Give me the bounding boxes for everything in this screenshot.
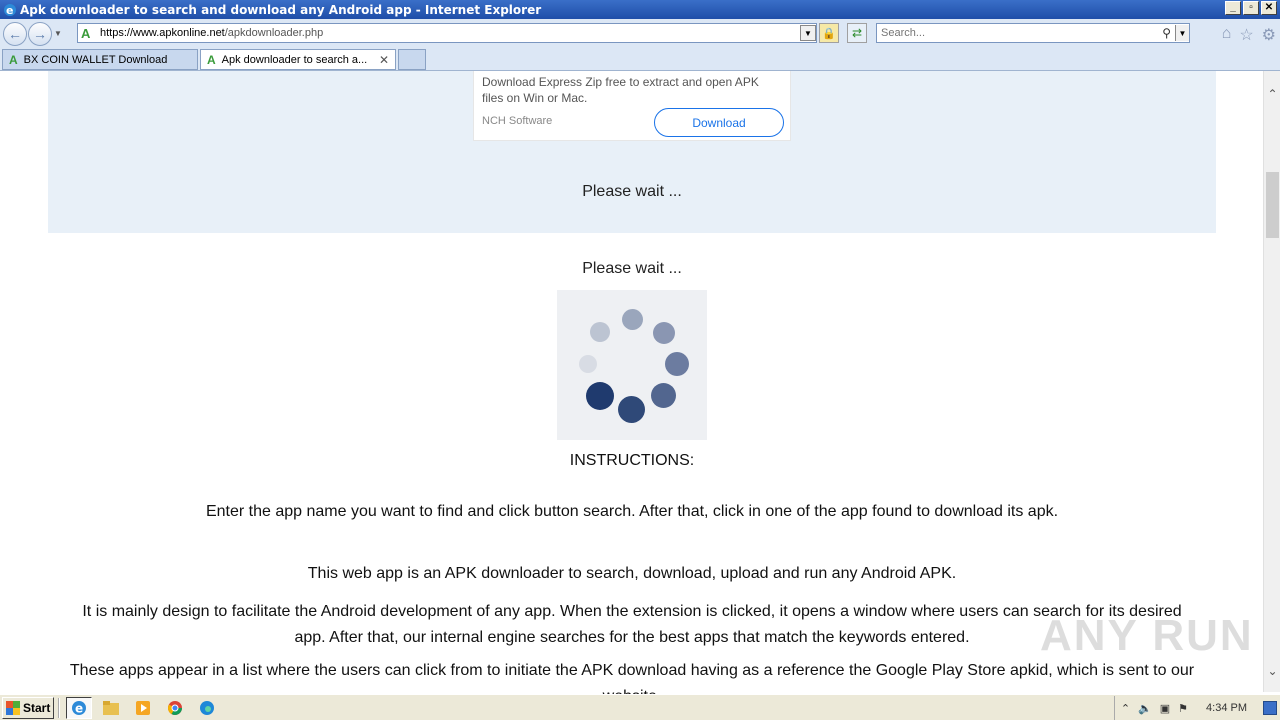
ad-brand[interactable]: NCH Software <box>482 115 553 127</box>
tab-bx-coin-wallet[interactable] <box>2 49 198 70</box>
ad-text: Download Express Zip free to extract and open APK files on Win or Mac. <box>482 75 759 105</box>
tab-apk-downloader[interactable] <box>200 49 396 70</box>
forward-button[interactable] <box>28 22 52 46</box>
tab-favicon-icon: A <box>207 52 216 67</box>
ad-download-button[interactable]: Download <box>654 108 784 137</box>
search-dropdown-icon[interactable]: ▼ <box>1175 25 1189 41</box>
window-controls <box>1225 1 1277 15</box>
address-bar[interactable] <box>77 23 817 43</box>
home-icon[interactable]: ⌂ <box>1221 25 1232 42</box>
url-host: https://www.apkonline.net <box>100 27 225 39</box>
taskbar-separator <box>58 698 60 718</box>
loading-spinner <box>557 290 707 440</box>
address-dropdown-icon[interactable]: ▼ <box>800 25 816 41</box>
back-arrow-icon: ← <box>8 25 22 42</box>
taskbar-clock[interactable]: 4:34 PM <box>1206 702 1247 714</box>
close-button[interactable]: ✕ <box>1261 1 1277 15</box>
page-viewport <box>0 71 1263 692</box>
show-desktop-icon[interactable] <box>1263 701 1277 715</box>
site-favicon-icon: A <box>81 25 91 41</box>
taskbar-edge-icon[interactable] <box>194 697 220 719</box>
new-tab-button[interactable] <box>398 49 426 70</box>
svg-text:e: e <box>75 701 84 715</box>
minimize-button[interactable]: _ <box>1225 1 1241 15</box>
window-title: Apk downloader to search and download any Android app - Internet Explorer <box>20 2 542 17</box>
scroll-down-icon[interactable]: ⌄ <box>1267 663 1278 678</box>
spinner-dot <box>653 322 675 344</box>
spinner-dot <box>618 396 645 423</box>
network-icon[interactable]: ▣ <box>1159 702 1171 715</box>
please-wait-main: Please wait ... <box>582 260 682 277</box>
spinner-dot <box>651 383 676 408</box>
taskbar-explorer-folder-icon[interactable] <box>98 697 124 719</box>
ad-box[interactable] <box>473 71 791 141</box>
url-path: /apkdownloader.php <box>224 27 324 39</box>
search-icon[interactable]: ⚲ <box>1162 26 1171 40</box>
scroll-up-icon[interactable]: ⌃ <box>1267 86 1278 101</box>
tab-favicon-icon: A <box>9 52 18 67</box>
vertical-scrollbar[interactable] <box>1263 71 1280 692</box>
toolbar-icons <box>1222 25 1276 45</box>
description-paragraph: These apps appear in a list where the users can click from to initiate the APK download having as a reference the Google Play Store apkid, which is sent to our <box>69 662 1195 679</box>
tab-close-icon[interactable]: ✕ <box>378 52 389 67</box>
taskbar-chrome-icon[interactable] <box>162 697 188 719</box>
scrollbar-thumb[interactable] <box>1266 172 1279 238</box>
anyrun-watermark: ANY RUN <box>1040 611 1254 660</box>
forward-arrow-icon: → <box>33 25 47 42</box>
tab-label: Apk downloader to search a... <box>221 53 368 66</box>
instructions-heading: INSTRUCTIONS: <box>569 452 695 469</box>
start-label: Start <box>23 700 51 715</box>
search-input[interactable] <box>881 27 1151 39</box>
favorites-star-icon[interactable]: ☆ <box>1239 27 1254 44</box>
window-title-bar[interactable] <box>0 0 1280 19</box>
spinner-dot <box>590 322 610 342</box>
history-dropdown-icon[interactable]: ▼ <box>54 29 62 38</box>
tray-expand-icon[interactable]: ⌃ <box>1120 702 1131 715</box>
description-paragraph: This web app is an APK downloader to search, download, upload and run any Android APK. <box>307 565 957 582</box>
taskbar <box>0 694 1280 720</box>
tab-label: BX COIN WALLET Download <box>23 53 168 66</box>
volume-icon[interactable]: 🔈 <box>1138 702 1152 715</box>
internet-explorer-icon <box>2 2 18 18</box>
search-box[interactable] <box>876 23 1190 43</box>
spinner-dot <box>665 352 689 376</box>
lock-icon[interactable]: 🔒 <box>819 23 839 43</box>
spinner-dot <box>586 382 614 410</box>
svg-text:e: e <box>6 3 14 17</box>
taskbar-ie-icon[interactable] <box>66 697 92 719</box>
refresh-icon[interactable]: ⇄ <box>847 23 867 43</box>
settings-gear-icon[interactable]: ⚙ <box>1261 27 1276 44</box>
please-wait-top: Please wait ... <box>582 183 682 200</box>
instructions-paragraph: Enter the app name you want to find and click button search. After that, click in one of the app found to download its apk. <box>205 503 1059 520</box>
maximize-button[interactable]: ▫ <box>1243 1 1259 15</box>
description-paragraph: It is mainly design to facilitate the Android development of any app. When the extension is clicked, it opens a window where users can search for its desired app. After that, our internal engine searches for the best apps that match the keywords entered. <box>82 603 1182 646</box>
spinner-dot <box>622 309 643 330</box>
start-button[interactable] <box>2 697 54 719</box>
system-tray <box>1114 696 1280 720</box>
navigation-bar <box>0 19 1280 48</box>
spinner-dot <box>579 355 597 373</box>
action-center-flag-icon[interactable]: ⚑ <box>1178 702 1189 715</box>
back-button[interactable] <box>3 22 27 46</box>
top-panel <box>48 71 1216 233</box>
tab-bar <box>0 48 1280 71</box>
taskbar-media-player-icon[interactable] <box>130 697 156 719</box>
windows-logo-icon <box>6 701 20 715</box>
